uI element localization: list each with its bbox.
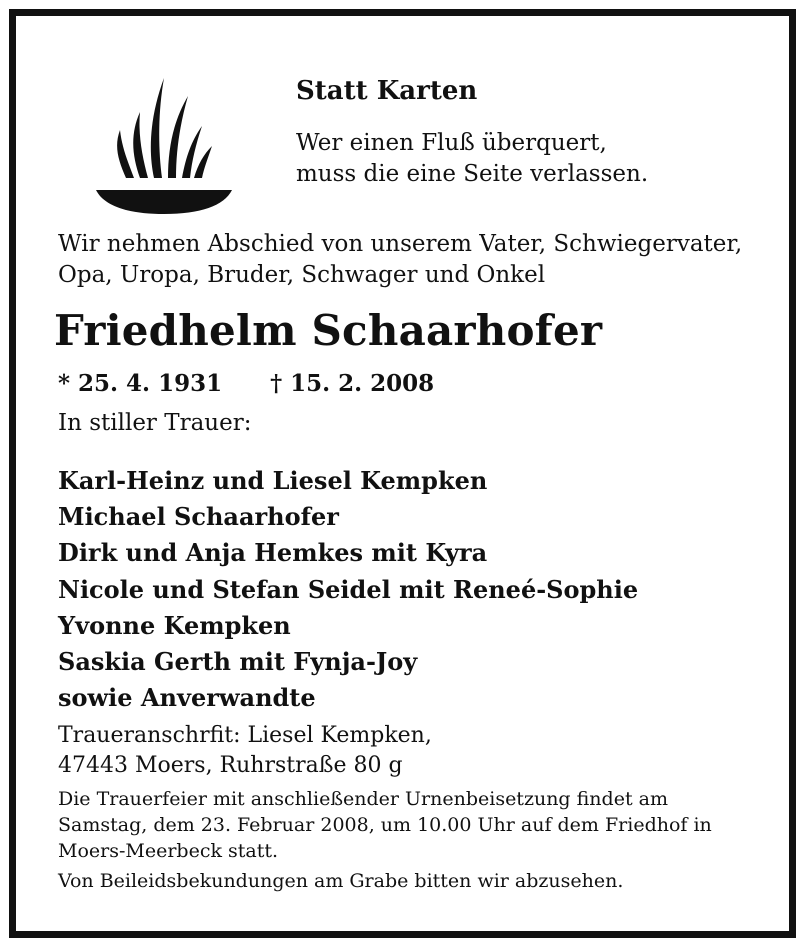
mourner: Yvonne Kempken xyxy=(58,610,291,640)
intro-line: Wir nehmen Abschied von unserem Vater, Schwiegervater, xyxy=(58,231,743,257)
address-line: Traueranschrfit: Liesel Kempken, xyxy=(58,723,432,748)
mourning-label: In stiller Trauer: xyxy=(58,410,252,436)
header-title: Statt Karten xyxy=(296,76,478,106)
mourner: Saskia Gerth mit Fynja-Joy xyxy=(58,647,418,677)
life-dates xyxy=(58,370,434,397)
address-line: 47443 Moers, Ruhrstraße 80 g xyxy=(58,753,403,778)
mourners-list xyxy=(58,463,638,716)
condolence-note: Von Beileidsbekundungen am Grabe bitten wir abzusehen. xyxy=(58,870,624,892)
service-line: Samstag, dem 23. Februar 2008, um 10.00 Uhr auf dem Friedhof in xyxy=(58,814,712,836)
service-line: Die Trauerfeier mit anschließender Urnenbeisetzung findet am xyxy=(58,788,668,810)
mourner: Nicole und Stefan Seidel mit Reneé-Sophie xyxy=(58,574,639,604)
mourning-address xyxy=(58,721,432,781)
intro-text xyxy=(58,229,742,291)
birth-date: * 25. 4. 1931 xyxy=(58,370,223,397)
intro-line: Opa, Uropa, Bruder, Schwager und Onkel xyxy=(58,262,546,288)
motto xyxy=(296,128,648,190)
mourner: Dirk und Anja Hemkes mit Kyra xyxy=(58,538,488,568)
motto-line: muss die eine Seite verlassen. xyxy=(296,161,649,187)
header-block xyxy=(296,76,648,190)
motto-line: Wer einen Fluß überquert, xyxy=(296,130,607,156)
flame-bowl-icon xyxy=(88,60,238,220)
mourner: Karl-Heinz und Liesel Kempken xyxy=(58,466,488,495)
mourner: Michael Schaarhofer xyxy=(58,502,339,532)
service-notice xyxy=(58,786,758,864)
death-date: † 15. 2. 2008 xyxy=(270,370,435,397)
mourner: sowie Anverwandte xyxy=(58,683,316,713)
obituary-frame xyxy=(9,9,796,938)
deceased-name: Friedhelm Schaarhofer xyxy=(54,306,603,355)
service-line: Moers-Meerbeck statt. xyxy=(58,840,279,862)
